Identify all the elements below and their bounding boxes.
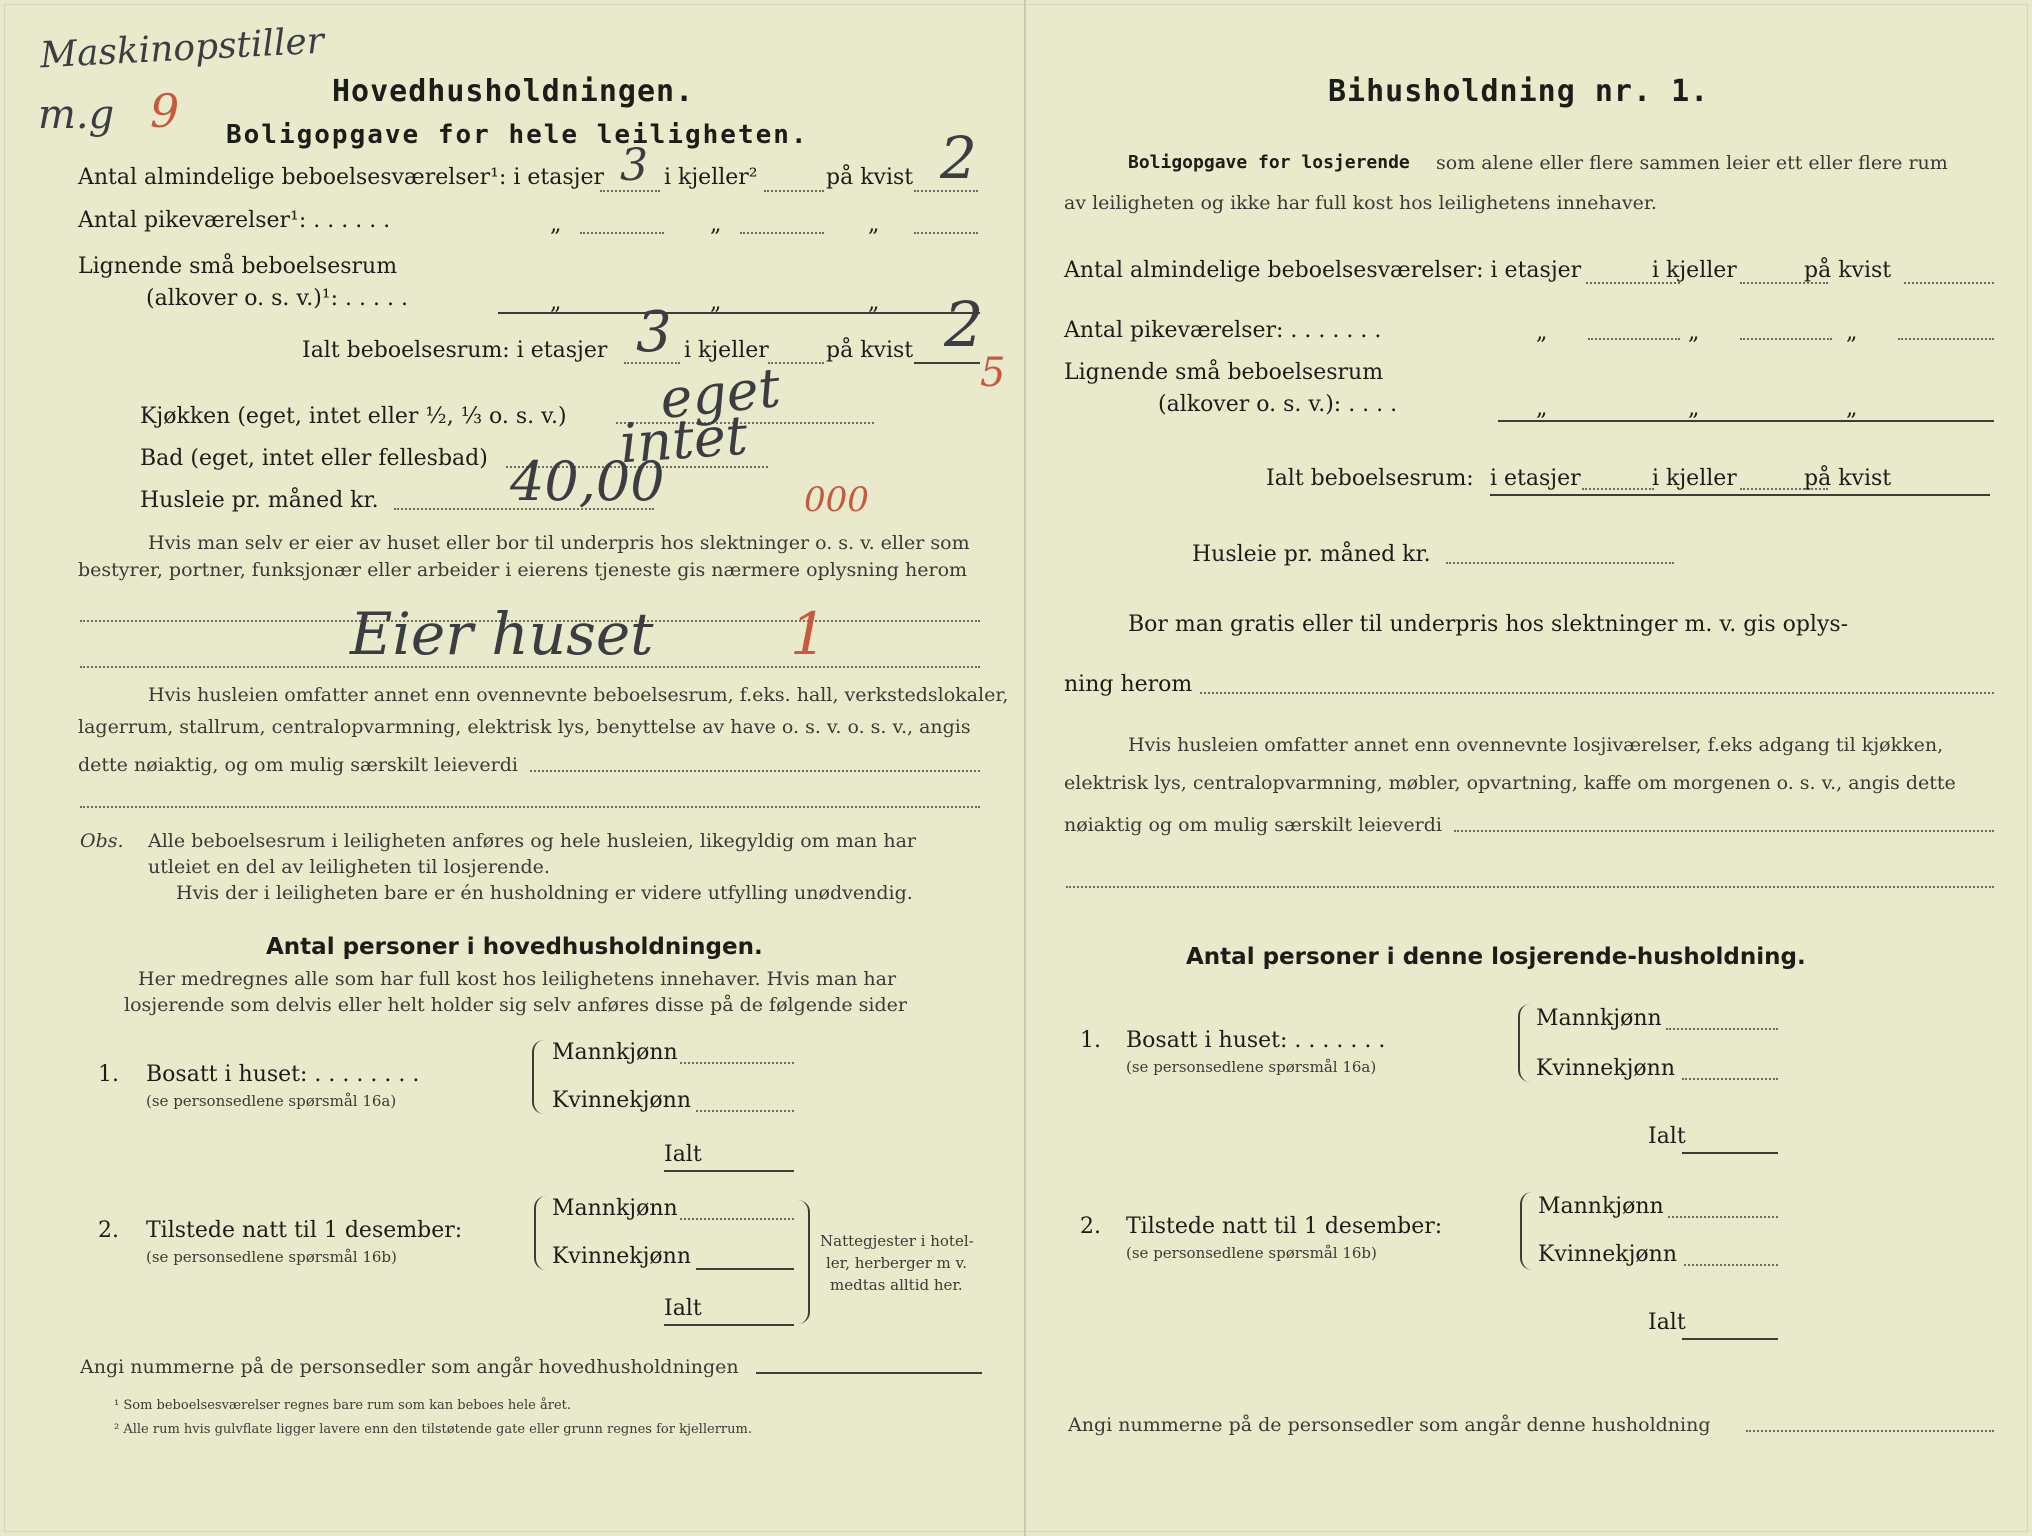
persons-heading: Antal personer i hovedhusholdningen.	[266, 934, 763, 960]
lodger-q1-male-field[interactable]	[1666, 1028, 1778, 1030]
q2-total-label: Ialt	[664, 1296, 702, 1321]
q2-number: 2.	[98, 1218, 119, 1243]
lodger-total-etasjer-label: i etasjer	[1490, 466, 1581, 491]
lodger-rent-label: Husleie pr. måned kr.	[1192, 542, 1431, 567]
night-guests-note-3: medtas alltid her.	[830, 1276, 963, 1294]
lodger-intro-1: som alene eller flere sammen leier ett eller flere rum	[1436, 152, 1948, 174]
free-lodging-text-2: ning herom	[1064, 672, 1193, 697]
lodger-q2-number: 2.	[1080, 1214, 1101, 1239]
lodger-total-kvist-label: på kvist	[1804, 466, 1892, 491]
total-etasjer-value: 3	[636, 300, 672, 365]
free-lodging-field[interactable]	[1200, 692, 1994, 694]
subhousehold-title: Bihusholdning nr. 1.	[1328, 74, 1710, 109]
page-title: Hovedhusholdningen.	[332, 74, 695, 109]
total-rooms-label: Ialt beboelsesrum: i etasjer	[302, 338, 608, 363]
lodger-includes-field-1[interactable]	[1454, 830, 1994, 832]
lodger-q1-number: 1.	[1080, 1028, 1101, 1053]
lodger-q1-total-label: Ialt	[1648, 1124, 1686, 1149]
night-guests-note-2: ler, herberger m v.	[826, 1254, 967, 1272]
total-kvist-value: 2	[944, 288, 984, 361]
sum-rule	[498, 312, 980, 314]
ditto-mark: „	[550, 290, 562, 315]
lodger-q2-female-label: Kvinnekjønn	[1538, 1242, 1677, 1267]
lodger-q2-total-label: Ialt	[1648, 1310, 1686, 1335]
lodger-rent-field[interactable]	[1446, 562, 1674, 564]
ditto-mark: „	[1688, 320, 1700, 345]
lodger-q2-male-field[interactable]	[1668, 1216, 1778, 1218]
q2-right-brace	[798, 1200, 810, 1324]
bath-value: intet	[617, 403, 750, 476]
q1-female-label: Kvinnekjønn	[552, 1088, 691, 1113]
lodger-maid-kvist-field[interactable]	[1898, 338, 1994, 340]
rooms-kvist-label: på kvist	[826, 165, 914, 190]
q1-total-label: Ialt	[664, 1142, 702, 1167]
lodger-total-label: Ialt beboelsesrum:	[1266, 466, 1474, 491]
lodger-total-etasjer-field[interactable]	[1582, 488, 1654, 490]
lodger-q1-brace	[1518, 1004, 1530, 1082]
total-kvist-field[interactable]	[914, 362, 980, 364]
footnote-2: ² Alle rum hvis gulvflate ligger lavere enn den tilstøtende gate eller grunn regnes for kjellerrum.	[114, 1422, 752, 1437]
lodger-q1-total-field[interactable]	[1682, 1152, 1778, 1154]
ditto-mark: „	[868, 290, 880, 315]
maid-etasjer-field[interactable]	[580, 232, 664, 234]
numbers-field[interactable]	[756, 1372, 982, 1374]
obs-text-3: Hvis der i leiligheten bare er én husholdning er videre utfylling unødvendig.	[176, 882, 913, 904]
numbers-label: Angi nummerne på de personsedler som angår hovedhusholdningen	[80, 1356, 739, 1378]
ditto-mark: „	[1846, 396, 1858, 421]
lodger-numbers-label: Angi nummerne på de personsedler som angår denne husholdning	[1068, 1414, 1711, 1436]
lodger-small-rooms-label: Lignende små beboelsesrum	[1064, 360, 1384, 385]
persons-text-1: Her medregnes alle som har full kost hos leilighetens innehaver. Hvis man har	[138, 968, 897, 990]
rent-label: Husleie pr. måned kr.	[140, 488, 379, 513]
maid-kjeller-field[interactable]	[740, 232, 824, 234]
rooms-kjeller-label: i kjeller²	[664, 165, 758, 190]
ditto-mark: „	[1536, 396, 1548, 421]
lodger-maid-kjeller-field[interactable]	[1740, 338, 1832, 340]
q1-label: Bosatt i huset: . . . . . . . .	[146, 1062, 420, 1087]
lodger-numbers-field[interactable]	[1746, 1430, 1994, 1432]
lodger-q2-sub: (se personsedlene spørsmål 16b)	[1126, 1244, 1377, 1262]
small-rooms-label: Lignende små beboelsesrum	[78, 254, 398, 279]
lodger-q2-female-field[interactable]	[1684, 1264, 1778, 1266]
q1-number: 1.	[98, 1062, 119, 1087]
rooms-label: Antal almindelige beboelsesværelser¹: i etasjer	[78, 165, 605, 190]
q2-brace	[534, 1196, 546, 1270]
lodger-intro-bold: Boligopgave for losjerende	[1128, 152, 1410, 173]
lodger-includes-1: Hvis husleien omfatter annet enn ovennevnte losjiværelser, f.eks adgang til kjøkken,	[1128, 734, 1944, 756]
ditto-mark: „	[868, 212, 880, 237]
total-kjeller-label: i kjeller	[684, 338, 769, 363]
q2-label: Tilstede natt til 1 desember:	[146, 1218, 463, 1243]
obs-text-1: Alle beboelsesrum i leiligheten anføres og hele husleien, likegyldig om man har	[148, 830, 916, 852]
q1-sub: (se personsedlene spørsmål 16a)	[146, 1092, 397, 1110]
margin-note: Maskinopstiller	[39, 20, 325, 77]
includes-text-1: Hvis husleien omfatter annet enn ovennevnte beboelsesrum, f.eks. hall, verkstedslokaler,	[148, 684, 1009, 706]
lodger-alcoves-label: (alkover o. s. v.): . . . .	[1158, 392, 1398, 417]
owner-text-1: Hvis man selv er eier av huset eller bor til underpris hos slektninger o. s. v. eller som	[148, 532, 970, 554]
kitchen-label: Kjøkken (eget, intet eller ½, ⅓ o. s. v.)	[140, 404, 567, 429]
q1-male-field[interactable]	[680, 1062, 794, 1064]
total-kvist-label: på kvist	[826, 338, 914, 363]
margin-code-red: 9	[150, 84, 180, 138]
lodger-q2-male-label: Mannkjønn	[1538, 1194, 1664, 1219]
footnote-1: ¹ Som beboelsesværelser regnes bare rum som kan beboes hele året.	[114, 1398, 571, 1413]
lodger-includes-field-2[interactable]	[1066, 886, 1994, 888]
q2-female-label: Kvinnekjønn	[552, 1244, 691, 1269]
includes-field-2[interactable]	[80, 806, 980, 808]
night-guests-note-1: Nattegjester i hotel-	[820, 1232, 974, 1250]
ditto-mark: „	[1688, 396, 1700, 421]
free-lodging-text-1: Bor man gratis eller til underpris hos slektninger m. v. gis oplys-	[1128, 612, 1849, 637]
lodger-rooms-kvist-label: på kvist	[1804, 258, 1892, 283]
maid-kvist-field[interactable]	[914, 232, 978, 234]
lodger-total-underline	[1490, 494, 1990, 496]
q2-male-label: Mannkjønn	[552, 1196, 678, 1221]
rent-value: 40,00	[510, 450, 665, 513]
lodger-persons-heading: Antal personer i denne losjerende-husholdning.	[1186, 944, 1806, 970]
ditto-mark: „	[1536, 320, 1548, 345]
lodger-includes-2: elektrisk lys, centralopvarmning, møbler, opvartning, kaffe om morgenen o. s. v., angis dette	[1064, 772, 1956, 794]
ditto-mark: „	[710, 212, 722, 237]
q1-total-field[interactable]	[664, 1170, 794, 1172]
lodger-q2-label: Tilstede natt til 1 desember:	[1126, 1214, 1443, 1239]
owner-text-2: bestyrer, portner, funksjonær eller arbeider i eierens tjeneste gis nærmere oplysning herom	[78, 559, 968, 581]
maid-rooms-label: Antal pikeværelser¹: . . . . . .	[78, 208, 391, 233]
lodger-q1-female-label: Kvinnekjønn	[1536, 1056, 1675, 1081]
ditto-mark: „	[710, 290, 722, 315]
q2-male-field[interactable]	[680, 1218, 794, 1220]
includes-text-2: lagerrum, stallrum, centralopvarmning, elektrisk lys, benyttelse av have o. s. v. o. s. v., angis	[78, 716, 971, 738]
lodger-q2-total-field[interactable]	[1682, 1338, 1778, 1340]
rooms-kjeller-field[interactable]	[764, 190, 824, 192]
includes-field-1[interactable]	[530, 770, 980, 772]
q2-total-field[interactable]	[664, 1324, 794, 1326]
lodger-total-kjeller-label: i kjeller	[1652, 466, 1737, 491]
lodger-rooms-kjeller-label: i kjeller	[1652, 258, 1737, 283]
obs-text-2: utleiet en del av leiligheten til losjerende.	[148, 856, 550, 878]
ditto-mark: „	[1846, 320, 1858, 345]
includes-text-3: dette nøiaktig, og om mulig særskilt leieverdi	[78, 754, 518, 776]
page-subtitle: Boligopgave for hele leiligheten.	[226, 120, 809, 150]
q1-male-label: Mannkjønn	[552, 1040, 678, 1065]
lodger-sum-rule	[1498, 420, 1994, 422]
sub-household-section	[1028, 0, 2032, 1536]
alcoves-label: (alkover o. s. v.)¹: . . . . .	[146, 286, 408, 311]
owner-value: Eier huset	[350, 600, 654, 668]
persons-text-2: losjerende som delvis eller helt holder sig selv anføres disse på de følgende sider	[124, 994, 907, 1016]
rooms-kvist-value: 2	[940, 124, 977, 192]
kitchen-value: eget	[657, 355, 784, 432]
lodger-q2-brace	[1520, 1192, 1532, 1270]
q2-female-field[interactable]	[696, 1268, 794, 1270]
lodger-maid-etasjer-field[interactable]	[1588, 338, 1680, 340]
q2-sub: (se personsedlene spørsmål 16b)	[146, 1248, 397, 1266]
total-red-value: 5	[980, 350, 1006, 396]
rooms-etasjer-value: 3	[620, 140, 648, 191]
bath-label: Bad (eget, intet eller fellesbad)	[140, 446, 488, 471]
lodger-q1-label: Bosatt i huset: . . . . . . .	[1126, 1028, 1386, 1053]
lodger-rooms-kvist-field[interactable]	[1904, 282, 1994, 284]
lodger-includes-3: nøiaktig og om mulig særskilt leieverdi	[1064, 814, 1442, 836]
lodger-maid-label: Antal pikeværelser: . . . . . . .	[1064, 318, 1382, 343]
lodger-q1-female-field[interactable]	[1682, 1078, 1778, 1080]
margin-code: m.g	[38, 92, 115, 138]
owner-field-2[interactable]	[80, 666, 980, 668]
lodger-rooms-label: Antal almindelige beboelsesværelser: i etasjer	[1064, 258, 1582, 283]
lodger-q1-sub: (se personsedlene spørsmål 16a)	[1126, 1058, 1377, 1076]
owner-red-mark: 1	[790, 600, 827, 668]
lodger-intro-2: av leiligheten og ikke har full kost hos leilighetens innehaver.	[1064, 192, 1657, 214]
q1-brace	[532, 1040, 544, 1114]
lodger-q1-male-label: Mannkjønn	[1536, 1006, 1662, 1031]
q1-female-field[interactable]	[696, 1110, 794, 1112]
rent-red-mark: 000	[804, 480, 869, 520]
ditto-mark: „	[550, 212, 562, 237]
obs-label: Obs.	[80, 830, 124, 852]
